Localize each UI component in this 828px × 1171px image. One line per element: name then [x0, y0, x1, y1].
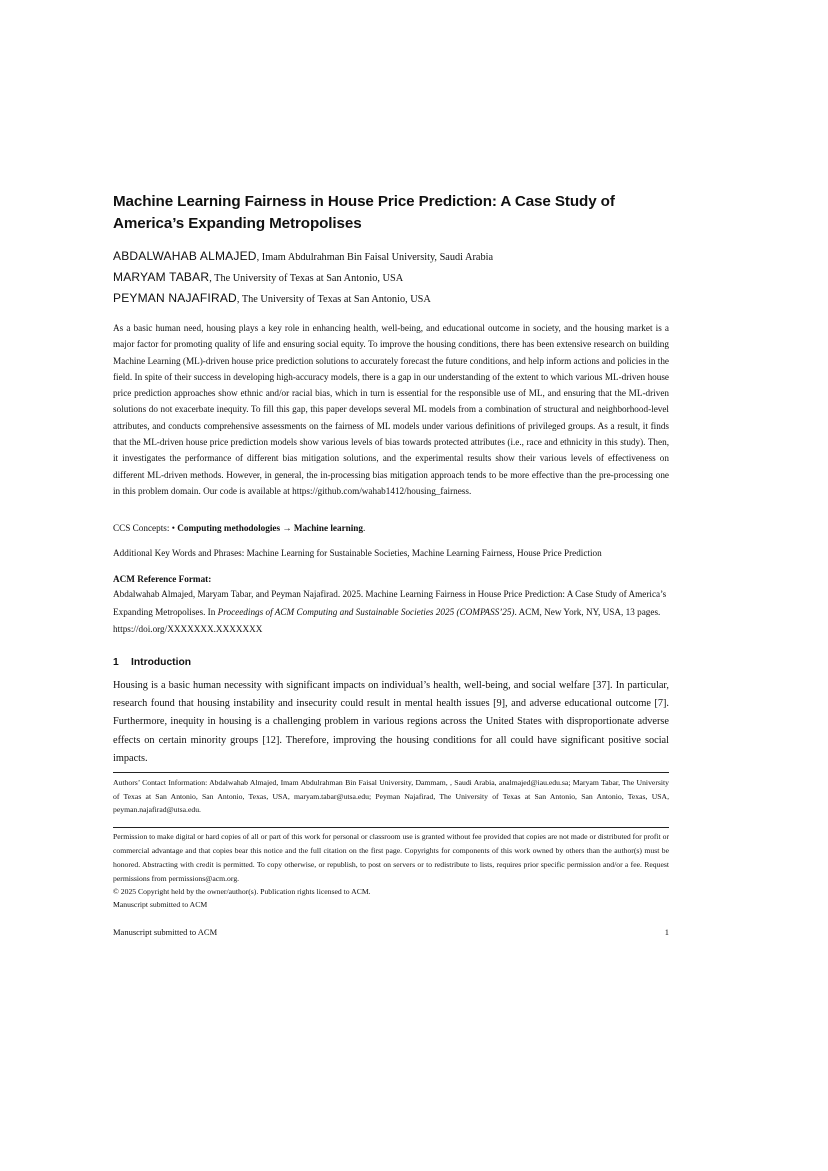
author-line [113, 249, 673, 263]
page-number: 1 [664, 927, 669, 937]
permission-notice: Permission to make digital or hard copies of all or part of this work for personal or classroom use is granted without fee provided that copies are not made or distributed for profit or commercial advantage and that copies bear this notice and the full citation on the first page. Copyrights for components of this work owned by others than the author(s) must be honored. Abstracting with credit is permitted. To copy otherwise, or republish, to post on servers or to redistribute to lists, requires prior specific permission and/or a fee. Request permissions from permissions@acm.org. [113, 832, 669, 883]
author-line [113, 291, 673, 305]
acm-reference-post: . ACM, New York, NY, USA, 13 pages. https://doi.org/XXXXXXX.XXXXXXX [113, 606, 661, 634]
manuscript-note: Manuscript submitted to ACM [113, 900, 208, 909]
section-number: 1 [113, 657, 119, 668]
footnote-divider [113, 772, 669, 773]
permission-divider [113, 827, 669, 828]
author-contact-info: Authors’ Contact Information: Abdalwahab Almajed, Imam Abdulrahman Bin Faisal University, Dammam, , Saudi Arabia, analmajed@iau.edu.sa; Maryam Tabar, The University of Texas at San Antonio, San Antonio, Texas, USA, maryam.tabar@utsa.edu; Peyman Najafirad, The University of Texas at San Antonio, San Antonio, Texas, USA, peyman.najafirad@utsa.edu. [113, 778, 669, 815]
author-line [113, 270, 673, 284]
acm-reference-pre: Abdalwahab Almajed, Maryam Tabar, and Peyman Najafirad. 2025. Machine Learning Fairness in House Price Prediction: A Case Study of America’s Expanding Metropolises. In [113, 589, 667, 617]
author-name: ABDALWAHAB ALMAJED [113, 249, 257, 263]
author-name: PEYMAN NAJAFIRAD [113, 291, 237, 305]
ccs-label: CCS Concepts: • [113, 523, 178, 533]
acm-reference-venue: Proceedings of ACM Computing and Sustainable Societies 2025 (COMPASS’25) [217, 606, 515, 617]
keywords: Additional Key Words and Phrases: Machine Learning for Sustainable Societies, Machine Learning Fairness, House Price Prediction [113, 548, 602, 558]
introduction-paragraph: Housing is a basic human necessity with significant impacts on individual’s health, well-being, and social welfare [37]. In particular, research found that housing instability and insecurity could result in mental health issues [9], and adverse educational outcome [7]. Furthermore, inequity in housing is a challenging problem in various regions across the United States with disproportionate adverse effects on certain minority groups [12]. Therefore, improving the housing conditions for all could have significant positive social impacts. [113, 680, 669, 764]
copyright-notice: © 2025 Copyright held by the owner/author(s). Publication rights licensed to ACM. [113, 887, 371, 896]
section-title: Introduction [131, 657, 192, 668]
ccs-end: . [363, 523, 366, 533]
author-name: MARYAM TABAR [113, 270, 210, 284]
abstract: As a basic human need, housing plays a key role in enhancing health, well-being, and educational outcome in society, and the housing market is a major factor for promoting quality of life and ensuring social equity. To improve the housing conditions, there has been extensive research on building Machine Learning (ML)-driven house price prediction solutions to accurately forecast the future conditions, and help inform actions and policies in the field. In spite of their success in developing high-accuracy models, there is a gap in our understanding of the extent to which various ML-driven house price prediction approaches show ethnic and/or racial bias, which in turn is essential for the responsible use of ML, and ensuring that the ML-driven solutions do not exacerbate inequity. To fill this gap, this paper develops several ML models from a combination of structural and neighborhood-level attributes, and conducts comprehensive assessments on the fairness of ML models under various definitions of privileged groups. As a result, it finds that the ML-driven house price prediction models show various levels of bias towards protected attributes (i.e., race and ethnicity in this study). Then, it investigates the performance of different bias mitigation solutions, and the experimental results show their various levels of effectiveness on different ML-driven methods. However, in general, the in-processing bias mitigation approach tends to be more effective than the pre-processing one in this problem domain. Our code is available at https://github.com/wahab1412/housing_fairness. [113, 323, 669, 496]
footer-manuscript-label: Manuscript submitted to ACM [113, 927, 218, 937]
author-affiliation: , The University of Texas at San Antonio, USA [209, 273, 404, 284]
ccs-concepts [113, 521, 669, 535]
author-affiliation: , The University of Texas at San Antonio, USA [236, 294, 431, 305]
acm-reference-heading: ACM Reference Format: [113, 574, 212, 584]
ccs-concept: Computing methodologies → Machine learning [177, 523, 364, 533]
paper-title: Machine Learning Fairness in House Price Prediction: A Case Study of America’s Expanding Metropolises [113, 193, 615, 232]
acm-reference-body [113, 586, 669, 639]
section-heading-introduction [113, 656, 669, 670]
author-affiliation: , Imam Abdulrahman Bin Faisal University, Saudi Arabia [256, 252, 494, 263]
